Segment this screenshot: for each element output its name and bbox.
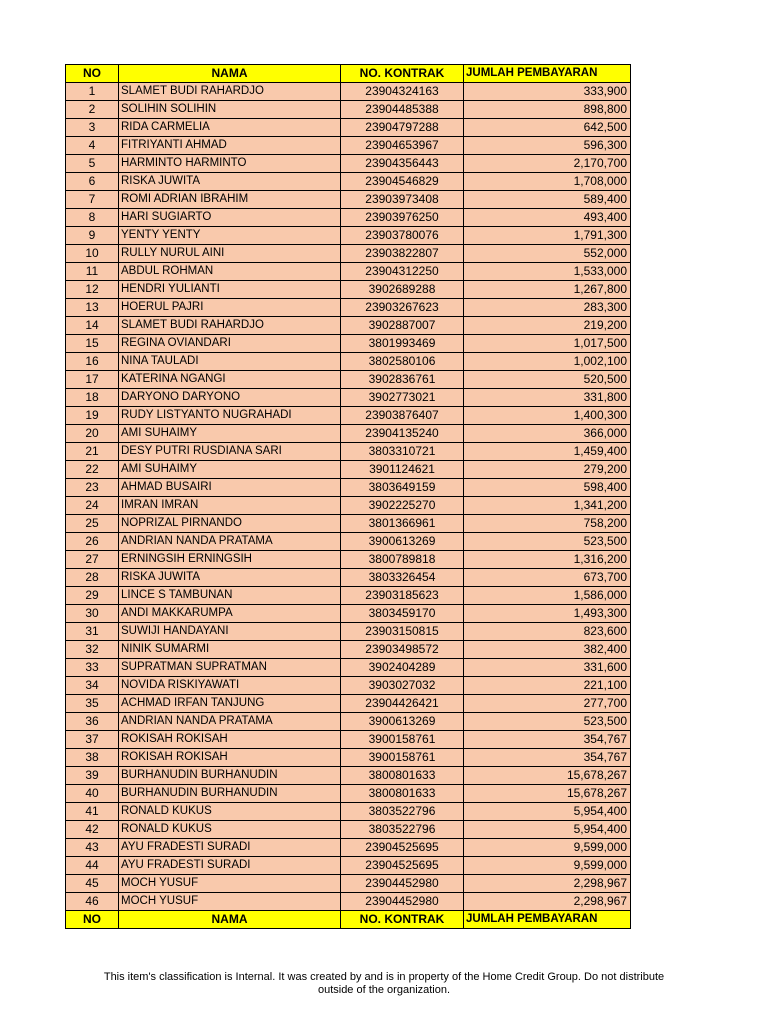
header-no: NO xyxy=(66,65,119,83)
table-row xyxy=(66,119,631,137)
cell-nama: ACHMAD IRFAN TANJUNG xyxy=(119,695,341,713)
cell-kontrak: 3801993469 xyxy=(341,335,464,353)
table-row xyxy=(66,137,631,155)
cell-no: 18 xyxy=(66,389,119,407)
cell-no: 26 xyxy=(66,533,119,551)
table-row xyxy=(66,785,631,803)
cell-kontrak: 23903973408 xyxy=(341,191,464,209)
spreadsheet xyxy=(65,64,630,929)
header-jumlah: JUMLAH PEMBAYARAN xyxy=(464,65,631,83)
cell-no: 7 xyxy=(66,191,119,209)
table-row xyxy=(66,515,631,533)
cell-no: 8 xyxy=(66,209,119,227)
cell-kontrak: 3902689288 xyxy=(341,281,464,299)
cell-jumlah: 331,600 xyxy=(464,659,631,677)
cell-no: 11 xyxy=(66,263,119,281)
cell-no: 2 xyxy=(66,101,119,119)
table-row xyxy=(66,821,631,839)
cell-nama: HARI SUGIARTO xyxy=(119,209,341,227)
cell-jumlah: 221,100 xyxy=(464,677,631,695)
cell-kontrak: 3903027032 xyxy=(341,677,464,695)
footer-header-jumlah: JUMLAH PEMBAYARAN xyxy=(464,911,631,929)
header-nama: NAMA xyxy=(119,65,341,83)
cell-nama: BURHANUDIN BURHANUDIN xyxy=(119,785,341,803)
table-row xyxy=(66,353,631,371)
cell-kontrak: 3803522796 xyxy=(341,803,464,821)
cell-no: 35 xyxy=(66,695,119,713)
table-row xyxy=(66,623,631,641)
cell-jumlah: 1,341,200 xyxy=(464,497,631,515)
cell-jumlah: 1,791,300 xyxy=(464,227,631,245)
cell-nama: LINCE S TAMBUNAN xyxy=(119,587,341,605)
cell-kontrak: 23903267623 xyxy=(341,299,464,317)
cell-kontrak: 3801366961 xyxy=(341,515,464,533)
cell-kontrak: 23904135240 xyxy=(341,425,464,443)
cell-jumlah: 2,298,967 xyxy=(464,893,631,911)
cell-no: 21 xyxy=(66,443,119,461)
cell-nama: REGINA OVIANDARI xyxy=(119,335,341,353)
table-row xyxy=(66,803,631,821)
cell-kontrak: 23904324163 xyxy=(341,83,464,101)
cell-jumlah: 1,459,400 xyxy=(464,443,631,461)
cell-jumlah: 277,700 xyxy=(464,695,631,713)
cell-jumlah: 493,400 xyxy=(464,209,631,227)
cell-nama: SLAMET BUDI RAHARDJO xyxy=(119,83,341,101)
cell-nama: DESY PUTRI RUSDIANA SARI xyxy=(119,443,341,461)
cell-nama: RONALD KUKUS xyxy=(119,821,341,839)
cell-no: 40 xyxy=(66,785,119,803)
table-row xyxy=(66,731,631,749)
cell-jumlah: 9,599,000 xyxy=(464,839,631,857)
cell-no: 9 xyxy=(66,227,119,245)
table-row xyxy=(66,425,631,443)
cell-no: 27 xyxy=(66,551,119,569)
cell-kontrak: 23903150815 xyxy=(341,623,464,641)
cell-jumlah: 523,500 xyxy=(464,713,631,731)
cell-jumlah: 333,900 xyxy=(464,83,631,101)
footer-header-row xyxy=(66,911,631,929)
cell-nama: MOCH YUSUF xyxy=(119,893,341,911)
cell-no: 28 xyxy=(66,569,119,587)
cell-nama: SUWIJI HANDAYANI xyxy=(119,623,341,641)
cell-jumlah: 2,298,967 xyxy=(464,875,631,893)
table-row xyxy=(66,83,631,101)
cell-kontrak: 3800801633 xyxy=(341,785,464,803)
cell-no: 19 xyxy=(66,407,119,425)
cell-nama: ROMI ADRIAN IBRAHIM xyxy=(119,191,341,209)
table-row xyxy=(66,263,631,281)
footer-header-kontrak: NO. KONTRAK xyxy=(341,911,464,929)
cell-no: 3 xyxy=(66,119,119,137)
cell-kontrak: 3900613269 xyxy=(341,713,464,731)
cell-jumlah: 523,500 xyxy=(464,533,631,551)
cell-jumlah: 1,400,300 xyxy=(464,407,631,425)
cell-jumlah: 382,400 xyxy=(464,641,631,659)
cell-no: 1 xyxy=(66,83,119,101)
cell-no: 45 xyxy=(66,875,119,893)
cell-jumlah: 1,493,300 xyxy=(464,605,631,623)
cell-nama: FITRIYANTI AHMAD xyxy=(119,137,341,155)
cell-jumlah: 552,000 xyxy=(464,245,631,263)
cell-kontrak: 3900158761 xyxy=(341,731,464,749)
cell-jumlah: 331,800 xyxy=(464,389,631,407)
cell-nama: SUPRATMAN SUPRATMAN xyxy=(119,659,341,677)
table-row xyxy=(66,371,631,389)
cell-kontrak: 3802580106 xyxy=(341,353,464,371)
table-row xyxy=(66,497,631,515)
cell-no: 38 xyxy=(66,749,119,767)
cell-nama: ANDRIAN NANDA PRATAMA xyxy=(119,713,341,731)
cell-jumlah: 366,000 xyxy=(464,425,631,443)
cell-no: 34 xyxy=(66,677,119,695)
cell-nama: SLAMET BUDI RAHARDJO xyxy=(119,317,341,335)
cell-no: 39 xyxy=(66,767,119,785)
cell-jumlah: 1,316,200 xyxy=(464,551,631,569)
table-row xyxy=(66,155,631,173)
cell-nama: RISKA JUWITA xyxy=(119,173,341,191)
cell-kontrak: 3902836761 xyxy=(341,371,464,389)
cell-jumlah: 642,500 xyxy=(464,119,631,137)
cell-nama: DARYONO DARYONO xyxy=(119,389,341,407)
cell-jumlah: 279,200 xyxy=(464,461,631,479)
table-row xyxy=(66,245,631,263)
cell-no: 46 xyxy=(66,893,119,911)
cell-kontrak: 23904797288 xyxy=(341,119,464,137)
table-row xyxy=(66,839,631,857)
cell-kontrak: 3800789818 xyxy=(341,551,464,569)
cell-nama: ABDUL ROHMAN xyxy=(119,263,341,281)
cell-nama: HARMINTO HARMINTO xyxy=(119,155,341,173)
cell-no: 41 xyxy=(66,803,119,821)
cell-nama: SOLIHIN SOLIHIN xyxy=(119,101,341,119)
footer-header-no: NO xyxy=(66,911,119,929)
cell-no: 31 xyxy=(66,623,119,641)
cell-nama: ERNINGSIH ERNINGSIH xyxy=(119,551,341,569)
table-row xyxy=(66,695,631,713)
table-row xyxy=(66,893,631,911)
cell-nama: ANDRIAN NANDA PRATAMA xyxy=(119,533,341,551)
table-row xyxy=(66,659,631,677)
cell-kontrak: 23904452980 xyxy=(341,875,464,893)
cell-nama: AMI SUHAIMY xyxy=(119,425,341,443)
cell-kontrak: 23904312250 xyxy=(341,263,464,281)
table-row xyxy=(66,551,631,569)
cell-jumlah: 1,002,100 xyxy=(464,353,631,371)
cell-nama: RUDY LISTYANTO NUGRAHADI xyxy=(119,407,341,425)
cell-jumlah: 5,954,400 xyxy=(464,821,631,839)
table-row xyxy=(66,461,631,479)
cell-no: 6 xyxy=(66,173,119,191)
table-row xyxy=(66,407,631,425)
cell-jumlah: 823,600 xyxy=(464,623,631,641)
cell-nama: HOERUL PAJRI xyxy=(119,299,341,317)
cell-jumlah: 5,954,400 xyxy=(464,803,631,821)
cell-kontrak: 3901124621 xyxy=(341,461,464,479)
cell-no: 29 xyxy=(66,587,119,605)
cell-nama: AYU FRADESTI SURADI xyxy=(119,857,341,875)
cell-jumlah: 1,017,500 xyxy=(464,335,631,353)
table-row xyxy=(66,101,631,119)
cell-jumlah: 898,800 xyxy=(464,101,631,119)
cell-kontrak: 23904426421 xyxy=(341,695,464,713)
cell-nama: ANDI MAKKARUMPA xyxy=(119,605,341,623)
cell-no: 36 xyxy=(66,713,119,731)
cell-nama: AYU FRADESTI SURADI xyxy=(119,839,341,857)
cell-kontrak: 3803459170 xyxy=(341,605,464,623)
header-row xyxy=(66,65,631,83)
cell-kontrak: 23904546829 xyxy=(341,173,464,191)
cell-jumlah: 1,586,000 xyxy=(464,587,631,605)
cell-kontrak: 23904452980 xyxy=(341,893,464,911)
cell-jumlah: 354,767 xyxy=(464,731,631,749)
table-row xyxy=(66,317,631,335)
cell-jumlah: 673,700 xyxy=(464,569,631,587)
cell-jumlah: 15,678,267 xyxy=(464,767,631,785)
cell-nama: NINIK SUMARMI xyxy=(119,641,341,659)
cell-nama: YENTY YENTY xyxy=(119,227,341,245)
cell-nama: AMI SUHAIMY xyxy=(119,461,341,479)
cell-kontrak: 3902887007 xyxy=(341,317,464,335)
cell-kontrak: 3900158761 xyxy=(341,749,464,767)
cell-no: 23 xyxy=(66,479,119,497)
table-row xyxy=(66,641,631,659)
cell-no: 30 xyxy=(66,605,119,623)
cell-kontrak: 23904525695 xyxy=(341,839,464,857)
cell-jumlah: 589,400 xyxy=(464,191,631,209)
cell-jumlah: 219,200 xyxy=(464,317,631,335)
table-row xyxy=(66,857,631,875)
table-row xyxy=(66,767,631,785)
cell-no: 10 xyxy=(66,245,119,263)
table-row xyxy=(66,875,631,893)
cell-jumlah: 596,300 xyxy=(464,137,631,155)
cell-no: 16 xyxy=(66,353,119,371)
cell-no: 32 xyxy=(66,641,119,659)
cell-kontrak: 23903822807 xyxy=(341,245,464,263)
cell-nama: ROKISAH ROKISAH xyxy=(119,731,341,749)
cell-jumlah: 9,599,000 xyxy=(464,857,631,875)
cell-jumlah: 598,400 xyxy=(464,479,631,497)
cell-jumlah: 1,708,000 xyxy=(464,173,631,191)
table-row xyxy=(66,173,631,191)
cell-kontrak: 3902773021 xyxy=(341,389,464,407)
cell-no: 5 xyxy=(66,155,119,173)
cell-no: 25 xyxy=(66,515,119,533)
cell-kontrak: 23904356443 xyxy=(341,155,464,173)
cell-no: 37 xyxy=(66,731,119,749)
table-row xyxy=(66,605,631,623)
cell-jumlah: 15,678,267 xyxy=(464,785,631,803)
cell-nama: RISKA JUWITA xyxy=(119,569,341,587)
cell-jumlah: 520,500 xyxy=(464,371,631,389)
table-row xyxy=(66,227,631,245)
table-row xyxy=(66,281,631,299)
cell-nama: AHMAD BUSAIRI xyxy=(119,479,341,497)
table-row xyxy=(66,191,631,209)
table-row xyxy=(66,587,631,605)
cell-jumlah: 283,300 xyxy=(464,299,631,317)
cell-kontrak: 3902225270 xyxy=(341,497,464,515)
table-row xyxy=(66,335,631,353)
cell-nama: BURHANUDIN BURHANUDIN xyxy=(119,767,341,785)
cell-kontrak: 23903498572 xyxy=(341,641,464,659)
table-row xyxy=(66,533,631,551)
cell-nama: HENDRI YULIANTI xyxy=(119,281,341,299)
cell-no: 17 xyxy=(66,371,119,389)
cell-nama: MOCH YUSUF xyxy=(119,875,341,893)
cell-nama: IMRAN IMRAN xyxy=(119,497,341,515)
cell-kontrak: 3900613269 xyxy=(341,533,464,551)
cell-no: 12 xyxy=(66,281,119,299)
cell-no: 44 xyxy=(66,857,119,875)
cell-kontrak: 3803326454 xyxy=(341,569,464,587)
cell-no: 33 xyxy=(66,659,119,677)
table-row xyxy=(66,569,631,587)
cell-kontrak: 3803522796 xyxy=(341,821,464,839)
cell-jumlah: 1,533,000 xyxy=(464,263,631,281)
cell-no: 22 xyxy=(66,461,119,479)
cell-jumlah: 1,267,800 xyxy=(464,281,631,299)
cell-kontrak: 23904485388 xyxy=(341,101,464,119)
cell-nama: NINA TAULADI xyxy=(119,353,341,371)
table-row xyxy=(66,209,631,227)
cell-nama: KATERINA NGANGI xyxy=(119,371,341,389)
cell-nama: RULLY NURUL AINI xyxy=(119,245,341,263)
table-row xyxy=(66,749,631,767)
classification-notice xyxy=(60,971,708,997)
payment-table xyxy=(65,64,631,929)
cell-nama: NOVIDA RISKIYAWATI xyxy=(119,677,341,695)
cell-kontrak: 23903976250 xyxy=(341,209,464,227)
cell-no: 43 xyxy=(66,839,119,857)
cell-kontrak: 23904653967 xyxy=(341,137,464,155)
cell-no: 15 xyxy=(66,335,119,353)
table-row xyxy=(66,713,631,731)
cell-jumlah: 354,767 xyxy=(464,749,631,767)
header-kontrak: NO. KONTRAK xyxy=(341,65,464,83)
cell-kontrak: 3803649159 xyxy=(341,479,464,497)
cell-jumlah: 758,200 xyxy=(464,515,631,533)
cell-kontrak: 23903780076 xyxy=(341,227,464,245)
cell-nama: RONALD KUKUS xyxy=(119,803,341,821)
cell-kontrak: 23903185623 xyxy=(341,587,464,605)
cell-no: 14 xyxy=(66,317,119,335)
cell-kontrak: 3902404289 xyxy=(341,659,464,677)
cell-nama: ROKISAH ROKISAH xyxy=(119,749,341,767)
classification-notice-line-1: This item's classification is Internal. It was created by and is in property of the Home Credit Group. Do not distribute xyxy=(103,971,665,983)
cell-kontrak: 3800801633 xyxy=(341,767,464,785)
footer-header-nama: NAMA xyxy=(119,911,341,929)
table-row xyxy=(66,443,631,461)
cell-kontrak: 3803310721 xyxy=(341,443,464,461)
cell-jumlah: 2,170,700 xyxy=(464,155,631,173)
cell-no: 24 xyxy=(66,497,119,515)
classification-notice-line-2: outside of the organization. xyxy=(317,984,451,996)
cell-no: 42 xyxy=(66,821,119,839)
table-row xyxy=(66,677,631,695)
table-row xyxy=(66,299,631,317)
payment-table-body xyxy=(66,65,631,929)
table-row xyxy=(66,479,631,497)
cell-kontrak: 23904525695 xyxy=(341,857,464,875)
cell-no: 13 xyxy=(66,299,119,317)
cell-nama: RIDA CARMELIA xyxy=(119,119,341,137)
cell-nama: NOPRIZAL PIRNANDO xyxy=(119,515,341,533)
cell-no: 4 xyxy=(66,137,119,155)
cell-kontrak: 23903876407 xyxy=(341,407,464,425)
table-row xyxy=(66,389,631,407)
cell-no: 20 xyxy=(66,425,119,443)
